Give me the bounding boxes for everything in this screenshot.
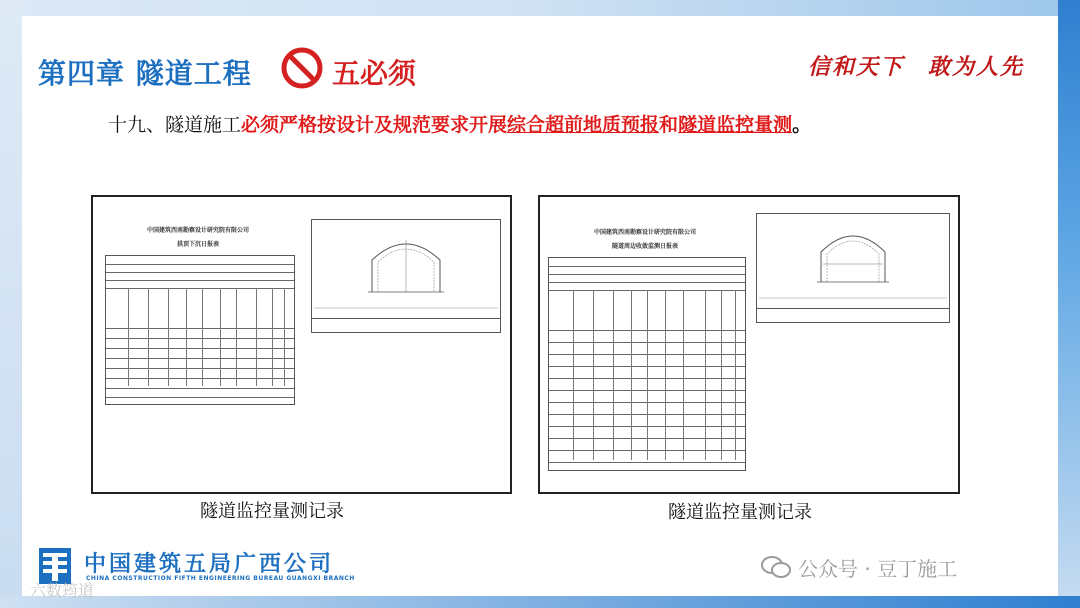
subtitle-part1: 必须严格按设计及规范要求开展 bbox=[241, 114, 508, 136]
tunnel-profile-icon bbox=[312, 220, 500, 318]
tunnel-profile-icon bbox=[757, 214, 949, 308]
report-title: 拱顶下沉日报表 bbox=[177, 241, 220, 248]
subtitle-part3: 和 bbox=[659, 114, 679, 136]
company-name-en: CHINA CONSTRUCTION FIFTH ENGINEERING BUREAU GUANGXI BRANCH bbox=[86, 575, 355, 582]
must-title: 五必须 bbox=[332, 57, 417, 90]
bottom-border bbox=[0, 596, 1080, 608]
report-table bbox=[105, 255, 295, 405]
subtitle-part2: 综合超前地质预报 bbox=[507, 114, 660, 136]
rule-subtitle bbox=[108, 110, 811, 137]
subtitle-suffix: 。 bbox=[792, 114, 812, 136]
report-company: 中国建筑西南勘察设计研究院有限公司 bbox=[594, 229, 697, 236]
tunnel-section-sketch bbox=[311, 219, 501, 319]
report-page-left bbox=[546, 217, 746, 487]
wechat-icon bbox=[760, 554, 792, 580]
chapter-title: 第四章 隧道工程 bbox=[38, 57, 252, 90]
caption-2: 隧道监控量测记录 bbox=[668, 502, 812, 523]
corner-watermark: 六数筠道 bbox=[30, 581, 95, 600]
company-name-cn: 中国建筑五局广西公司 bbox=[84, 552, 335, 577]
wechat-watermark: 公众号 · 豆丁施工 bbox=[798, 557, 958, 581]
report-table bbox=[548, 257, 746, 471]
report-company: 中国建筑西南勘察设计研究院有限公司 bbox=[147, 227, 250, 234]
left-border bbox=[0, 0, 22, 608]
signature-row bbox=[311, 319, 501, 333]
subtitle-prefix: 十九、隧道施工 bbox=[108, 114, 242, 136]
report-title: 隧道周边收敛监测日报表 bbox=[612, 243, 679, 250]
signature-row bbox=[756, 309, 950, 323]
monitoring-record-image-2 bbox=[538, 195, 960, 494]
right-border bbox=[1058, 0, 1080, 608]
tunnel-section-sketch bbox=[756, 213, 950, 309]
monitoring-record-image-1 bbox=[91, 195, 512, 494]
report-page-left bbox=[99, 215, 299, 411]
company-motto: 信和天下 敢为人先 bbox=[808, 54, 1025, 80]
top-border bbox=[0, 0, 1080, 16]
prohibition-icon bbox=[280, 46, 324, 90]
caption-1: 隧道监控量测记录 bbox=[200, 501, 344, 522]
subtitle-part4: 隧道监控量测 bbox=[678, 114, 793, 136]
